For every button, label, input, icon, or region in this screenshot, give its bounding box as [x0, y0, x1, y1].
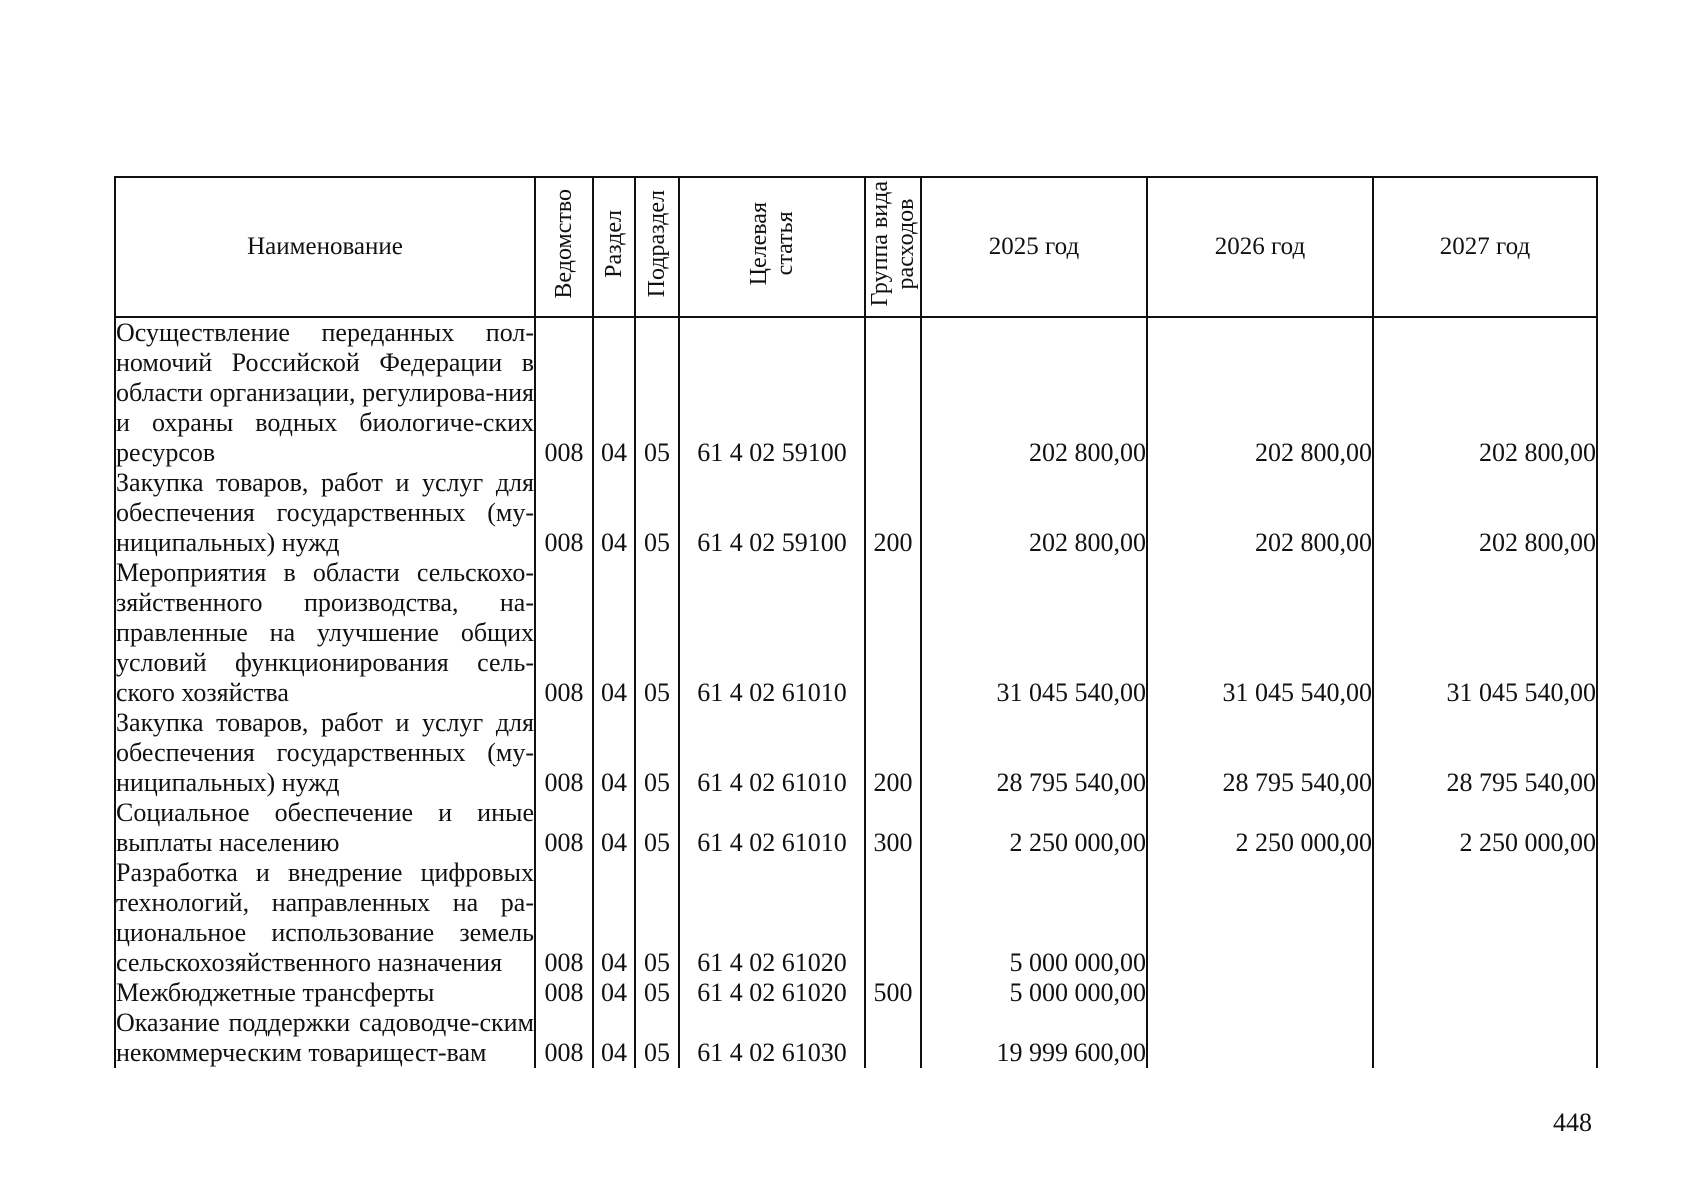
row-subsection: 05	[635, 468, 679, 558]
row-target: 61 4 02 61030	[679, 1008, 865, 1068]
row-dept: 008	[535, 858, 593, 978]
header-dept: Ведомство	[535, 177, 593, 317]
row-subsection: 05	[635, 1008, 679, 1068]
header-subsection: Подраздел	[635, 177, 679, 317]
row-2027: 28 795 540,00	[1373, 708, 1597, 798]
row-name: Социальное обеспечение и иные выплаты населению	[116, 798, 534, 857]
row-subsection: 05	[635, 798, 679, 858]
row-2027: 31 045 540,00	[1373, 558, 1597, 708]
row-name: Закупка товаров, работ и услуг для обеспечения государственных (му-ниципальных) нужд	[116, 468, 534, 557]
table-row	[115, 1008, 1597, 1068]
row-2025: 202 800,00	[921, 468, 1147, 558]
row-2027	[1373, 858, 1597, 978]
row-group	[865, 1008, 921, 1068]
row-2026: 31 045 540,00	[1147, 558, 1373, 708]
table-row	[115, 978, 1597, 1008]
row-subsection: 05	[635, 708, 679, 798]
row-2026	[1147, 1008, 1373, 1068]
row-section: 04	[593, 978, 635, 1008]
row-subsection: 05	[635, 858, 679, 978]
row-dept: 008	[535, 798, 593, 858]
row-2025: 2 250 000,00	[921, 798, 1147, 858]
row-group: 200	[865, 708, 921, 798]
row-2027	[1373, 978, 1597, 1008]
row-2026	[1147, 858, 1373, 978]
row-group	[865, 558, 921, 708]
row-name: Оказание поддержки садоводче-ским некоммерческим товарищест-вам	[116, 1008, 534, 1067]
row-section: 04	[593, 858, 635, 978]
table-row	[115, 558, 1597, 708]
row-2026: 28 795 540,00	[1147, 708, 1373, 798]
row-section: 04	[593, 1008, 635, 1068]
row-subsection: 05	[635, 317, 679, 468]
row-2026: 202 800,00	[1147, 468, 1373, 558]
row-2025: 5 000 000,00	[921, 978, 1147, 1008]
table-row	[115, 858, 1597, 978]
table-row	[115, 708, 1597, 798]
row-dept: 008	[535, 978, 593, 1008]
row-group: 200	[865, 468, 921, 558]
row-subsection: 05	[635, 558, 679, 708]
table-row	[115, 317, 1597, 468]
table-row	[115, 468, 1597, 558]
header-row	[115, 177, 1597, 317]
header-section: Раздел	[593, 177, 635, 317]
row-2025: 5 000 000,00	[921, 858, 1147, 978]
budget-table	[114, 176, 1598, 1068]
row-2025: 19 999 600,00	[921, 1008, 1147, 1068]
row-target: 61 4 02 59100	[679, 317, 865, 468]
header-target: Целевая статья	[679, 177, 865, 317]
row-name: Разработка и внедрение цифровых технологий, направленных на ра-циональное использование земель сельскохозяйственного назначения	[116, 858, 534, 977]
header-2025: 2025 год	[921, 177, 1147, 317]
row-group: 500	[865, 978, 921, 1008]
header-2027: 2027 год	[1373, 177, 1597, 317]
row-name: Осуществление переданных пол-номочий Российской Федерации в области организации, регулирова-ния и охраны водных биологиче-ских ресурсов	[116, 318, 534, 467]
header-2026: 2026 год	[1147, 177, 1373, 317]
row-name: Мероприятия в области сельскохо-зяйственного производства, на-правленные на улучшение общих условий функционирования сель-ского хозяйства	[116, 558, 534, 707]
row-subsection: 05	[635, 978, 679, 1008]
row-2027: 202 800,00	[1373, 468, 1597, 558]
row-2027: 202 800,00	[1373, 317, 1597, 468]
page-number: 448	[1553, 1108, 1592, 1137]
row-target: 61 4 02 61010	[679, 798, 865, 858]
row-section: 04	[593, 558, 635, 708]
row-2026	[1147, 978, 1373, 1008]
row-section: 04	[593, 708, 635, 798]
row-name: Закупка товаров, работ и услуг для обеспечения государственных (му-ниципальных) нужд	[116, 708, 534, 797]
row-dept: 008	[535, 468, 593, 558]
row-2026: 2 250 000,00	[1147, 798, 1373, 858]
row-target: 61 4 02 59100	[679, 468, 865, 558]
row-group: 300	[865, 798, 921, 858]
row-target: 61 4 02 61010	[679, 708, 865, 798]
row-2025: 31 045 540,00	[921, 558, 1147, 708]
row-dept: 008	[535, 317, 593, 468]
row-2026: 202 800,00	[1147, 317, 1373, 468]
row-dept: 008	[535, 708, 593, 798]
row-target: 61 4 02 61020	[679, 858, 865, 978]
row-section: 04	[593, 317, 635, 468]
row-dept: 008	[535, 558, 593, 708]
row-section: 04	[593, 468, 635, 558]
header-group: Группа вида расходов	[865, 177, 921, 317]
row-name: Межбюджетные трансферты	[115, 978, 535, 1008]
row-section: 04	[593, 798, 635, 858]
row-group	[865, 858, 921, 978]
row-2027	[1373, 1008, 1597, 1068]
row-dept: 008	[535, 1008, 593, 1068]
row-target: 61 4 02 61020	[679, 978, 865, 1008]
row-group	[865, 317, 921, 468]
row-2025: 28 795 540,00	[921, 708, 1147, 798]
row-2025: 202 800,00	[921, 317, 1147, 468]
table-row	[115, 798, 1597, 858]
header-name: Наименование	[115, 177, 535, 317]
row-target: 61 4 02 61010	[679, 558, 865, 708]
row-2027: 2 250 000,00	[1373, 798, 1597, 858]
